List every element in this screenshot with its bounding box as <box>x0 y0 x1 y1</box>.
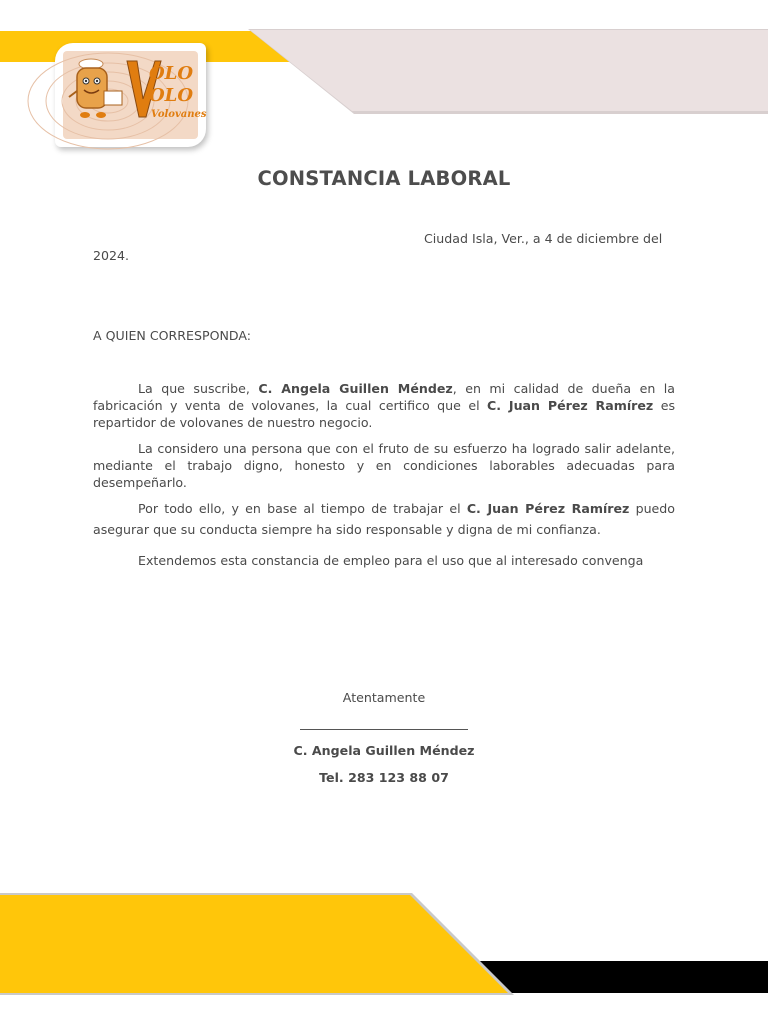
p1-post: es repartidor de volovanes de nuestro negocio. <box>93 398 676 430</box>
closing: Atentamente <box>342 690 426 705</box>
p1-pre: La que suscribe, <box>138 381 259 396</box>
paragraph-1 <box>93 380 675 431</box>
p4-text: Extendemos esta constancia de empleo para el uso que al interesado convenga <box>138 553 644 568</box>
footer-black-band <box>470 961 768 993</box>
logo-wordmark <box>63 51 207 139</box>
document-title: CONSTANCIA LABORAL <box>257 167 511 190</box>
logo-text-line1: OLO <box>149 63 194 84</box>
date-text: Ciudad Isla, Ver., a 4 de diciembre del 2024. <box>93 231 663 263</box>
footer-yellow-band <box>0 895 508 993</box>
logo-text-line3: Volovanes <box>151 109 207 120</box>
paragraph-2 <box>93 440 675 491</box>
p3-employee-name: C. Juan Pérez Ramírez <box>466 501 630 516</box>
logo-text-line2: OLO <box>149 85 194 106</box>
header-pink-band <box>250 30 768 111</box>
date-line <box>93 230 668 264</box>
logo-image <box>63 51 207 139</box>
p3-post: puedo asegurar que su conducta siempre ha sido responsable y digna de mi confianza. <box>93 501 676 537</box>
paragraph-4 <box>93 552 675 569</box>
company-logo <box>55 43 206 147</box>
paragraph-3 <box>93 499 675 540</box>
p1-owner-name: C. Angela Guillen Méndez <box>258 381 453 396</box>
p2-text: La considero una persona que con el fruto de su esfuerzo ha logrado salir adelante, mediante el trabajo digno, honesto y en condiciones laborables adecuadas para desempeñarlo. <box>93 441 675 490</box>
signer-name: C. Angela Guillen Méndez <box>293 743 475 758</box>
signer-phone: Tel. 283 123 88 07 <box>319 770 449 785</box>
p3-pre: Por todo ello, y en base al tiempo de trabajar el <box>138 501 467 516</box>
salutation: A QUIEN CORRESPONDA: <box>93 328 252 343</box>
p1-mid: , en mi calidad de dueña en la fabricación y venta de volovanes, la cual certifico que el <box>93 381 676 413</box>
signature-line <box>300 729 468 730</box>
p1-employee-name: C. Juan Pérez Ramírez <box>487 398 654 413</box>
